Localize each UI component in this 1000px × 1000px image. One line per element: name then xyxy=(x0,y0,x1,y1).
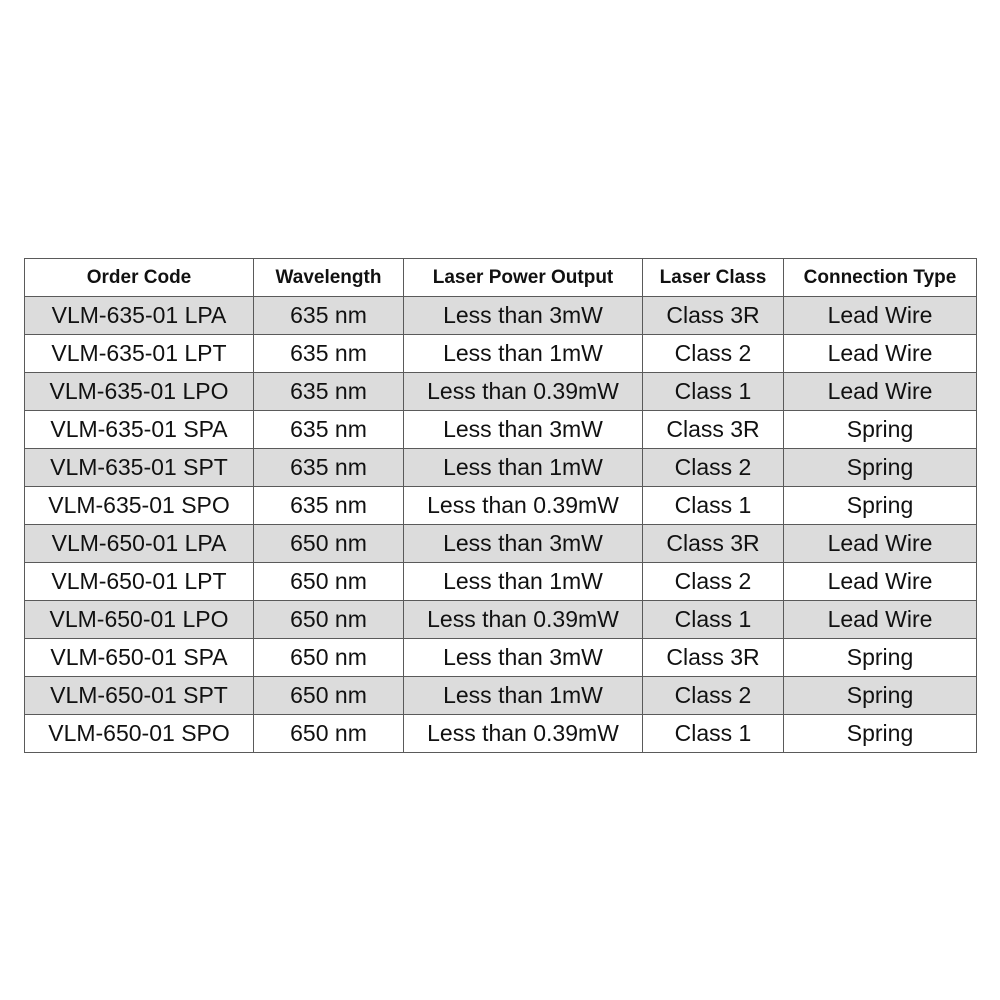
cell-order-code: VLM-650-01 LPA xyxy=(25,525,254,563)
table-row xyxy=(25,373,977,411)
cell-laser-class: Class 3R xyxy=(643,297,784,335)
cell-connection-type: Lead Wire xyxy=(784,373,977,411)
header-order-code: Order Code xyxy=(25,259,254,297)
cell-connection-type: Lead Wire xyxy=(784,563,977,601)
cell-laser-power-output: Less than 0.39mW xyxy=(404,373,643,411)
cell-laser-class: Class 1 xyxy=(643,601,784,639)
cell-laser-class: Class 2 xyxy=(643,449,784,487)
table-row xyxy=(25,677,977,715)
table-body xyxy=(25,297,977,753)
cell-wavelength: 650 nm xyxy=(254,601,404,639)
cell-laser-power-output: Less than 0.39mW xyxy=(404,487,643,525)
table-row xyxy=(25,297,977,335)
cell-wavelength: 650 nm xyxy=(254,677,404,715)
cell-connection-type: Spring xyxy=(784,411,977,449)
cell-order-code: VLM-635-01 LPA xyxy=(25,297,254,335)
table-row xyxy=(25,525,977,563)
table-row xyxy=(25,487,977,525)
cell-laser-class: Class 1 xyxy=(643,487,784,525)
table-row xyxy=(25,563,977,601)
cell-order-code: VLM-650-01 SPO xyxy=(25,715,254,753)
cell-laser-class: Class 2 xyxy=(643,335,784,373)
cell-laser-power-output: Less than 1mW xyxy=(404,449,643,487)
cell-connection-type: Spring xyxy=(784,449,977,487)
header-wavelength: Wavelength xyxy=(254,259,404,297)
cell-order-code: VLM-650-01 SPT xyxy=(25,677,254,715)
header-row xyxy=(25,259,977,297)
cell-wavelength: 650 nm xyxy=(254,525,404,563)
cell-laser-power-output: Less than 3mW xyxy=(404,639,643,677)
cell-laser-class: Class 3R xyxy=(643,411,784,449)
cell-laser-power-output: Less than 1mW xyxy=(404,335,643,373)
cell-connection-type: Lead Wire xyxy=(784,297,977,335)
cell-order-code: VLM-635-01 SPA xyxy=(25,411,254,449)
header-laser-class: Laser Class xyxy=(643,259,784,297)
cell-wavelength: 635 nm xyxy=(254,297,404,335)
cell-order-code: VLM-635-01 LPO xyxy=(25,373,254,411)
table-row xyxy=(25,715,977,753)
cell-laser-power-output: Less than 0.39mW xyxy=(404,715,643,753)
table-row xyxy=(25,411,977,449)
cell-order-code: VLM-650-01 SPA xyxy=(25,639,254,677)
cell-laser-class: Class 2 xyxy=(643,677,784,715)
cell-connection-type: Spring xyxy=(784,639,977,677)
cell-laser-class: Class 1 xyxy=(643,715,784,753)
table-row xyxy=(25,639,977,677)
table-row xyxy=(25,449,977,487)
product-spec-table xyxy=(24,258,977,753)
cell-wavelength: 635 nm xyxy=(254,487,404,525)
cell-order-code: VLM-650-01 LPT xyxy=(25,563,254,601)
cell-laser-power-output: Less than 3mW xyxy=(404,297,643,335)
cell-wavelength: 635 nm xyxy=(254,411,404,449)
cell-order-code: VLM-650-01 LPO xyxy=(25,601,254,639)
cell-laser-power-output: Less than 1mW xyxy=(404,563,643,601)
cell-connection-type: Spring xyxy=(784,715,977,753)
header-laser-power-output: Laser Power Output xyxy=(404,259,643,297)
cell-connection-type: Spring xyxy=(784,677,977,715)
cell-wavelength: 635 nm xyxy=(254,335,404,373)
cell-connection-type: Spring xyxy=(784,487,977,525)
cell-connection-type: Lead Wire xyxy=(784,601,977,639)
cell-wavelength: 650 nm xyxy=(254,715,404,753)
cell-laser-class: Class 3R xyxy=(643,525,784,563)
cell-laser-class: Class 1 xyxy=(643,373,784,411)
cell-connection-type: Lead Wire xyxy=(784,335,977,373)
cell-order-code: VLM-635-01 LPT xyxy=(25,335,254,373)
cell-laser-power-output: Less than 3mW xyxy=(404,411,643,449)
cell-order-code: VLM-635-01 SPT xyxy=(25,449,254,487)
cell-laser-class: Class 3R xyxy=(643,639,784,677)
table-header xyxy=(25,259,977,297)
cell-wavelength: 650 nm xyxy=(254,563,404,601)
cell-laser-class: Class 2 xyxy=(643,563,784,601)
cell-wavelength: 635 nm xyxy=(254,449,404,487)
cell-wavelength: 650 nm xyxy=(254,639,404,677)
header-connection-type: Connection Type xyxy=(784,259,977,297)
cell-laser-power-output: Less than 3mW xyxy=(404,525,643,563)
cell-laser-power-output: Less than 0.39mW xyxy=(404,601,643,639)
table-row xyxy=(25,335,977,373)
cell-laser-power-output: Less than 1mW xyxy=(404,677,643,715)
cell-connection-type: Lead Wire xyxy=(784,525,977,563)
table-row xyxy=(25,601,977,639)
cell-order-code: VLM-635-01 SPO xyxy=(25,487,254,525)
cell-wavelength: 635 nm xyxy=(254,373,404,411)
